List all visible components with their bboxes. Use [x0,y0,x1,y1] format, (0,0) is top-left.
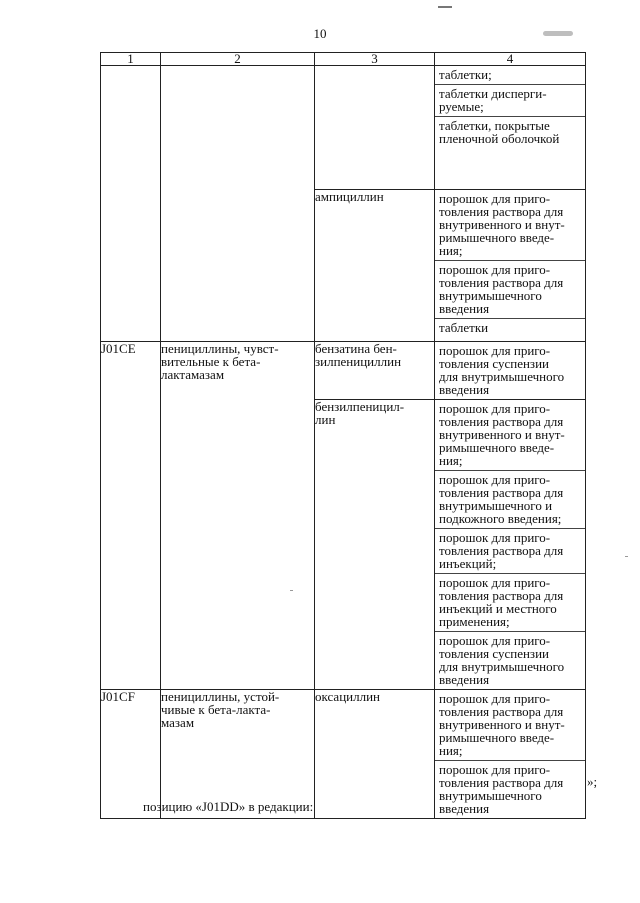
text-line: товления раствора для [439,414,564,429]
text-line: мазам [161,715,195,730]
text-line: подкожного введения; [439,511,562,526]
dosage-forms-cell [435,400,586,690]
scan-artifact-dot [625,556,628,557]
text-line: бензилпеницил- [315,399,405,414]
text-line: пенициллины, устой- [161,689,280,704]
text-line: товления раствора для [439,543,564,558]
dosage-form [435,319,585,337]
dosage-form [435,400,585,471]
dosage-form [435,632,585,689]
dosage-form [435,471,585,529]
text-line: введения [439,301,490,316]
closing-quote: »; [587,774,598,789]
dosage-form [435,690,585,761]
text-line: ния; [439,743,463,758]
text-line: товления раствора для [439,275,564,290]
text-line: применения; [439,614,510,629]
scan-artifact-mark [438,6,452,8]
text-line: лактамазам [161,367,225,382]
drug-table [100,52,586,819]
atc-code-cell: J01CF [101,690,161,819]
text-line: таблетки, покрытые [439,118,550,133]
atc-code-cell [101,66,161,342]
table-row [101,342,586,400]
text-line: оксациллин [315,689,380,704]
header-cell: 3 [315,53,435,66]
text-line: введения [439,672,490,687]
drug-name-cell [315,400,435,690]
text-line: порошок для приго- [439,343,551,358]
text-line: товления раствора для [439,704,564,719]
text-line: внутривенного и внут- [439,717,565,732]
header-cell: 2 [161,53,315,66]
text-line: внутривенного и внут- [439,427,565,442]
dosage-form [435,190,585,261]
text-line: руемые; [439,99,484,114]
group-name-cell [161,66,315,342]
dosage-form [435,117,585,148]
text-line: таблетки; [439,67,492,82]
dosage-forms-cell [435,190,586,342]
text-line: таблетки [439,320,489,335]
dosage-form [435,342,585,399]
drug-name-cell [315,190,435,342]
header-cell: 1 [101,53,161,66]
footer-text: позицию «J01DD» в редакции: [143,799,314,814]
dosage-form [435,574,585,632]
group-name-cell [161,342,315,690]
text-line: для внутримышечного [439,369,565,384]
text-line: таблетки дисперги- [439,86,547,101]
dosage-forms-cell [435,66,586,190]
text-line: порошок для приго- [439,575,551,590]
dosage-forms-cell [435,690,586,819]
text-line: товления суспензии [439,356,549,371]
text-line: порошок для приго- [439,262,551,277]
text-line: ния; [439,453,463,468]
text-line: лин [315,412,336,427]
drug-name-cell [315,690,435,819]
dosage-form [435,66,585,85]
text-line: внутривенного и внут- [439,217,565,232]
text-line: порошок для приго- [439,401,551,416]
text-line: римышечного введе- [439,230,555,245]
text-line: товления раствора для [439,204,564,219]
text-line: внутримышечного [439,788,542,803]
text-line: введения [439,801,490,816]
dosage-form [435,85,585,117]
text-line: римышечного введе- [439,730,555,745]
drug-table-body [101,53,586,819]
text-line: внутримышечного и [439,498,553,513]
dosage-forms-cell [435,342,586,400]
text-line: инъекций; [439,556,497,571]
text-line: ампициллин [315,189,384,204]
text-line: бензатина бен- [315,341,397,356]
text-line: порошок для приго- [439,633,551,648]
header-cell: 4 [435,53,586,66]
text-line: товления раствора для [439,775,564,790]
text-line: порошок для приго- [439,762,551,777]
text-line: товления раствора для [439,588,564,603]
text-line: для внутримышечного [439,659,565,674]
text-line: введения [439,382,490,397]
table-row [101,66,586,190]
table-header-row [101,53,586,66]
text-line: порошок для приго- [439,472,551,487]
dosage-form [435,261,585,319]
text-line: порошок для приго- [439,691,551,706]
text-line: зилпенициллин [315,354,402,369]
text-line: порошок для приго- [439,530,551,545]
text-line: пенициллины, чувст- [161,341,279,356]
page-number: 10 [313,26,327,41]
text-line: товления раствора для [439,485,564,500]
text-line: пленочной оболочкой [439,131,560,146]
atc-code-cell: J01CE [101,342,161,690]
text-line: порошок для приго- [439,191,551,206]
drug-name-cell [315,66,435,190]
text-line: римышечного введе- [439,440,555,455]
text-line: товления суспензии [439,646,549,661]
drug-name-cell [315,342,435,400]
text-line: ния; [439,243,463,258]
text-line: инъекций и местного [439,601,557,616]
text-line: вительные к бета- [161,354,261,369]
text-line: внутримышечного [439,288,542,303]
dosage-form [435,761,585,818]
text-line: чивые к бета-лакта- [161,702,271,717]
dosage-form [435,529,585,574]
